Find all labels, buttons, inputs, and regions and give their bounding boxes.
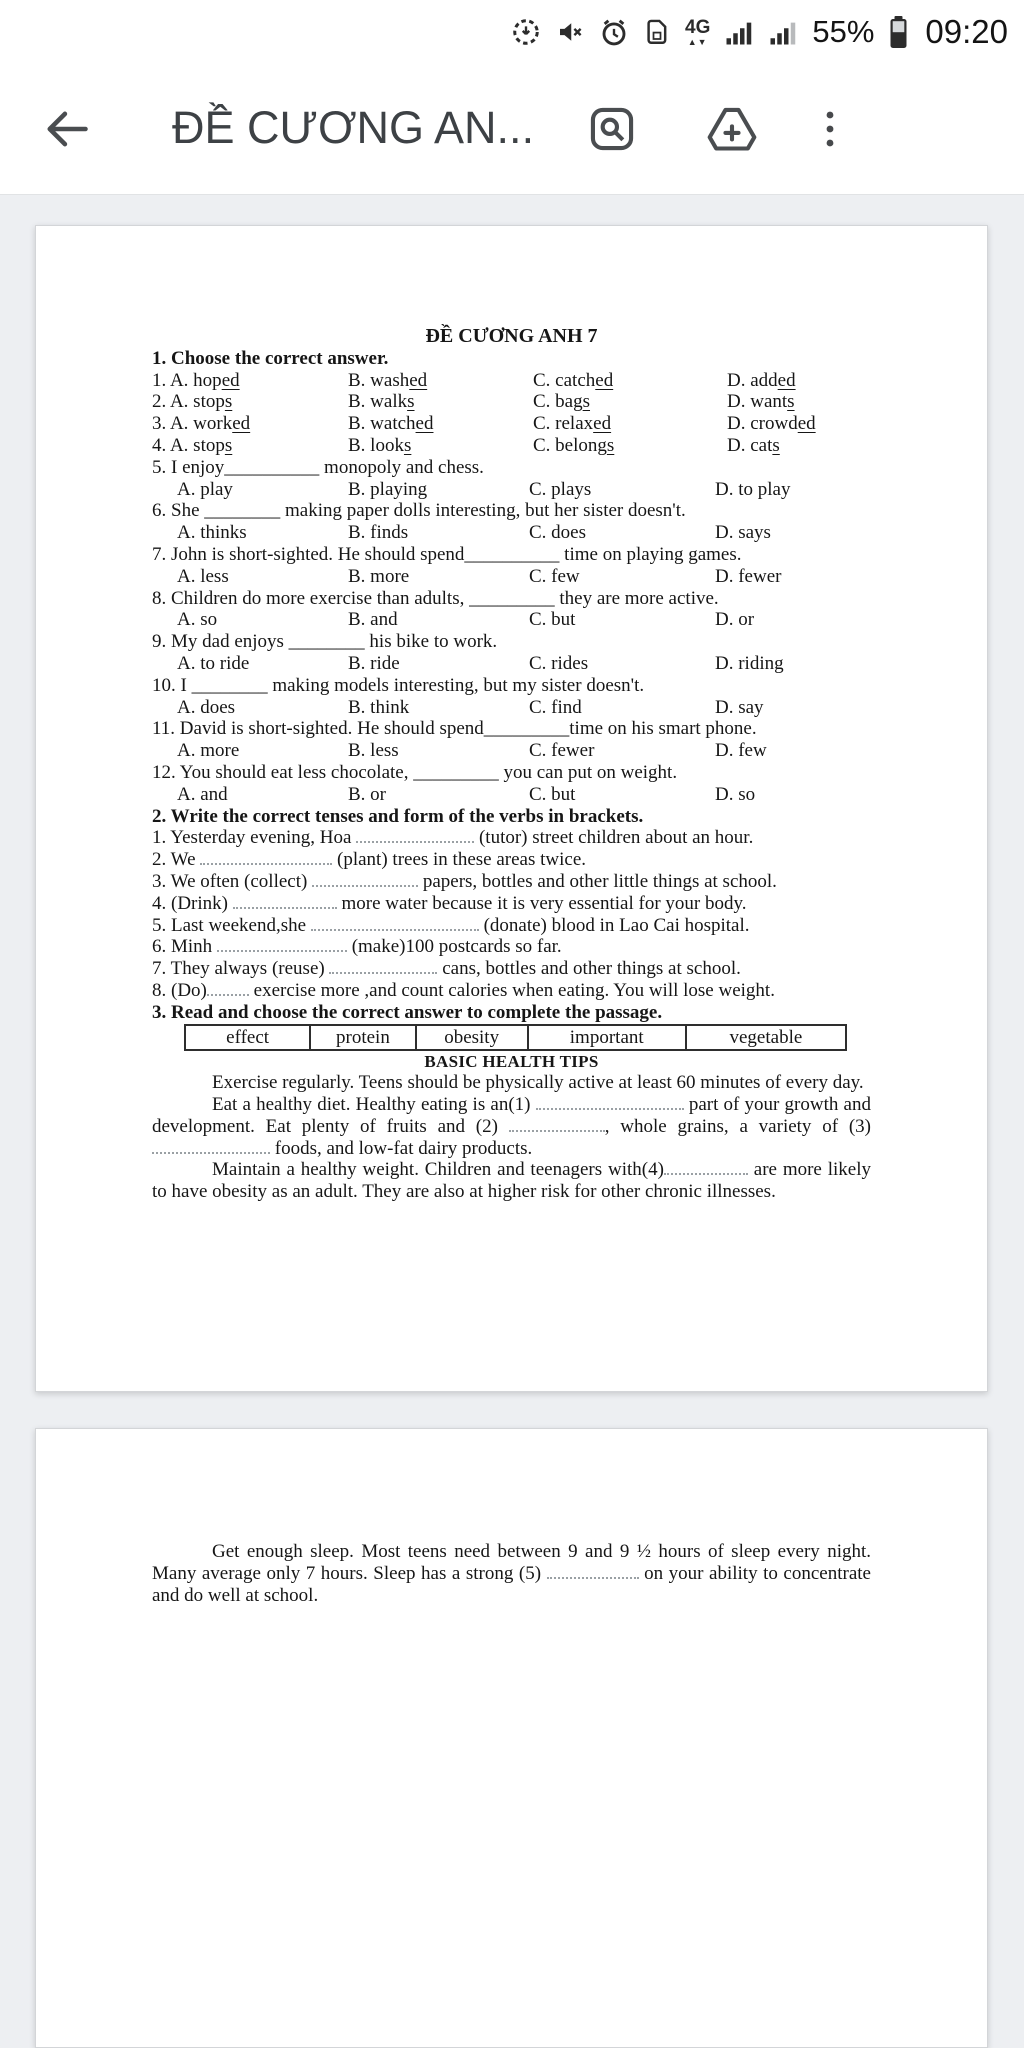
choice-option	[152, 435, 348, 457]
pdf-viewer-viewport[interactable]	[0, 196, 1024, 1820]
search-in-document-icon	[586, 143, 638, 158]
fill-in-item	[152, 915, 871, 937]
choice-option	[727, 370, 871, 392]
text-segment: are more likely to have obesity as an adult. They are also at higher risk for other chronic illnesses.	[152, 1159, 871, 1203]
app-header	[0, 64, 1024, 195]
text-segment: on your ability to concentrate and do well at school.	[152, 1562, 871, 1606]
answer-options-row	[152, 479, 871, 501]
section-heading: 2. Write the correct tenses and form of the verbs in brackets.	[152, 805, 644, 827]
answer-option: A. and	[177, 783, 228, 805]
choice-option	[727, 413, 871, 435]
fill-in-item	[152, 958, 871, 980]
answer-options-row	[152, 653, 871, 675]
answer-option: B. finds	[348, 522, 409, 544]
answer-option: B. more	[348, 565, 410, 587]
text-segment: part of your growth and development. Eat plenty of fruits and (2)	[152, 1094, 871, 1137]
underlined-ending: s	[772, 434, 780, 456]
answer-option: B. think	[348, 696, 410, 718]
underlined-ending: ed	[232, 413, 251, 435]
choice-option	[533, 391, 727, 413]
text-segment: 3. We often (collect)	[152, 870, 313, 892]
answer-option: A. play	[177, 478, 233, 500]
answer-option: A. does	[177, 696, 236, 718]
choice-text: D. cat	[727, 434, 773, 456]
answer-blank	[152, 1139, 270, 1154]
text-segment: 7. They always (reuse)	[152, 958, 330, 980]
text-segment: foods, and low-fat dairy products.	[270, 1137, 533, 1159]
battery-icon	[888, 15, 909, 49]
text-segment: (tutor) street children about an hour.	[474, 827, 754, 849]
word-bank-item: important	[529, 1026, 687, 1049]
choice-text: B. wash	[348, 369, 410, 391]
answer-options-row	[152, 522, 871, 544]
answer-option: D. to play	[715, 478, 791, 500]
answer-option: B. playing	[348, 478, 428, 500]
answer-option: B. or	[348, 783, 386, 805]
answer-blank	[509, 1117, 605, 1132]
choice-row	[152, 413, 871, 435]
underlined-ending: ed	[777, 369, 796, 391]
choice-text: B. watch	[348, 413, 416, 435]
text-segment: papers, bottles and other little things at school.	[418, 870, 777, 892]
fill-in-item	[152, 827, 871, 849]
choice-text: C. bag	[533, 391, 583, 413]
search-in-document-button[interactable]	[586, 103, 638, 158]
answer-blank	[547, 1564, 639, 1579]
answer-option: D. riding	[715, 652, 784, 674]
choice-text: B. look	[348, 434, 404, 456]
question-text: 7. John is short-sighted. He should spend__________ time on playing games.	[152, 543, 742, 565]
question-text: 6. She ________ making paper dolls interesting, but her sister doesn't.	[152, 500, 686, 522]
signal-strength-icon-sim1	[724, 17, 754, 47]
choice-text: D. want	[727, 391, 788, 413]
answer-option: D. says	[715, 522, 771, 544]
answer-option: D. so	[715, 783, 756, 805]
fill-in-item	[152, 871, 871, 893]
choice-option	[533, 413, 727, 435]
choice-option	[152, 370, 348, 392]
question-text: 10. I ________ making models interesting, but my sister doesn't.	[152, 674, 645, 696]
answer-blank	[329, 959, 437, 974]
data-saver-icon	[511, 17, 541, 47]
answer-option: C. find	[529, 696, 582, 718]
answer-option: D. or	[715, 609, 755, 631]
answer-options-row	[152, 609, 871, 631]
choice-text: 4. A. stop	[152, 434, 225, 456]
question-text: 5. I enjoy__________ monopoly and chess.	[152, 456, 484, 478]
text-segment: 1. Yesterday evening, Hoa	[152, 827, 357, 849]
answer-blank	[217, 937, 347, 952]
fill-in-item	[152, 893, 871, 915]
passage-paragraph	[152, 1072, 871, 1094]
answer-option: A. more	[177, 740, 240, 762]
back-arrow-icon	[40, 143, 92, 158]
question-text: 9. My dad enjoys ________ his bike to work.	[152, 631, 498, 653]
choice-option	[727, 435, 871, 457]
underlined-ending: ed	[221, 369, 240, 391]
choice-option	[727, 391, 871, 413]
answer-option: C. fewer	[529, 740, 595, 762]
text-segment: Eat a healthy diet. Healthy eating is an(1)	[212, 1094, 536, 1116]
answer-blank	[664, 1160, 748, 1175]
underlined-ending: s	[224, 391, 233, 413]
passage-paragraph	[152, 1094, 871, 1159]
network-activity-arrows-icon: ▲▼	[687, 36, 708, 47]
text-segment: cans, bottles and other things at school.	[437, 958, 741, 980]
answer-options-row	[152, 566, 871, 588]
choice-text: 3. A. work	[152, 413, 233, 435]
text-segment: 6. Minh	[152, 936, 217, 958]
choice-option	[348, 413, 533, 435]
choice-option	[348, 370, 533, 392]
answer-option: C. few	[529, 565, 580, 587]
choice-row	[152, 435, 871, 457]
document-title: ĐỀ CƯƠNG AN...	[172, 102, 535, 153]
answer-option: C. but	[529, 783, 576, 805]
doc-title: ĐỀ CƯƠNG ANH 7	[425, 325, 598, 347]
passage-title: BASIC HEALTH TIPS	[424, 1051, 599, 1071]
text-segment: 8. (Do)	[152, 979, 207, 1001]
answer-blank	[207, 981, 249, 996]
three-dot-menu-icon	[822, 143, 838, 158]
underlined-ending: ed	[593, 413, 612, 435]
choice-option	[348, 435, 533, 457]
answer-option: C. plays	[529, 478, 592, 500]
choice-text: 2. A. stop	[152, 391, 225, 413]
answer-option: B. less	[348, 740, 399, 762]
section-heading: 1. Choose the correct answer.	[152, 347, 389, 369]
fill-in-item	[152, 980, 871, 1002]
overflow-menu-button[interactable]	[822, 103, 838, 158]
answer-option: D. say	[715, 696, 764, 718]
text-segment: (make)100 postcards so far.	[346, 936, 562, 958]
fill-in-item	[152, 849, 871, 871]
passage-paragraph	[152, 1541, 871, 1606]
answer-option: C. rides	[529, 652, 589, 674]
text-segment: 2. We	[152, 849, 201, 871]
add-to-drive-icon	[704, 143, 760, 158]
word-bank	[184, 1024, 847, 1051]
answer-option: D. fewer	[715, 565, 782, 587]
word-bank-item: obesity	[417, 1026, 529, 1049]
choice-option	[533, 370, 727, 392]
choice-text: C. belong	[533, 434, 607, 456]
sim-card-icon	[643, 17, 671, 47]
underlined-ending: s	[582, 391, 591, 413]
text-segment: 5. Last weekend,she	[152, 914, 311, 936]
text-segment: 4. (Drink)	[152, 892, 233, 914]
choice-text: 1. A. hop	[152, 369, 222, 391]
answer-blank	[536, 1095, 684, 1110]
text-segment: Exercise regularly. Teens should be physically active at least 60 minutes of every day.	[212, 1072, 864, 1094]
text-segment: more water because it is very essential for your body.	[336, 892, 747, 914]
document-page-1	[35, 225, 988, 1392]
network-type-label: 4G	[685, 16, 711, 38]
answer-option: B. and	[348, 609, 398, 631]
underlined-ending: ed	[595, 369, 614, 391]
back-button[interactable]	[40, 103, 92, 158]
answer-blank	[312, 872, 418, 887]
section-heading: 3. Read and choose the correct answer to complete the passage.	[152, 1001, 663, 1023]
answer-options-row	[152, 740, 871, 762]
underlined-ending: s	[224, 434, 233, 456]
signal-strength-icon-sim2	[768, 17, 798, 47]
choice-text: D. add	[727, 369, 778, 391]
clock: 09:20	[925, 13, 1008, 50]
fill-in-item	[152, 936, 871, 958]
document-page-2	[35, 1428, 988, 2048]
answer-blank	[200, 850, 332, 865]
answer-option: A. less	[177, 565, 229, 587]
add-to-drive-button[interactable]	[704, 103, 760, 158]
underlined-ending: s	[407, 391, 415, 413]
text-segment: , whole grains, a variety of (3)	[604, 1115, 871, 1137]
text-segment: Get enough sleep. Most teens need between 9 and 9 ½ hours of sleep every night. Many average only 7 hours. Sleep has a strong (5)	[152, 1541, 871, 1584]
text-segment: (plant) trees in these areas twice.	[332, 849, 587, 871]
network-type-indicator	[685, 18, 710, 47]
word-bank-item: protein	[311, 1026, 416, 1049]
word-bank-item: effect	[186, 1026, 311, 1049]
choice-option	[533, 435, 727, 457]
answer-option: A. to ride	[177, 652, 250, 674]
battery-percent: 55%	[812, 14, 875, 49]
alarm-icon	[599, 17, 629, 47]
answer-option: C. but	[529, 609, 576, 631]
choice-text: B. walk	[348, 391, 408, 413]
choice-option	[152, 391, 348, 413]
mute-icon	[555, 17, 585, 47]
status-bar	[0, 0, 1024, 64]
choice-option	[152, 413, 348, 435]
choice-text: C. relax	[533, 413, 594, 435]
answer-option: B. ride	[348, 652, 400, 674]
text-segment: (donate) blood in Lao Cai hospital.	[478, 914, 750, 936]
underlined-ending: ed	[415, 413, 434, 435]
answer-options-row	[152, 697, 871, 719]
text-segment: exercise more ,and count calories when eating. You will lose weight.	[248, 979, 775, 1001]
choice-text: C. catch	[533, 369, 596, 391]
text-segment: Maintain a healthy weight. Children and teenagers with(4)	[212, 1159, 664, 1181]
question-text: 11. David is short-sighted. He should spend_________time on his smart phone.	[152, 718, 757, 740]
question-text: 8. Children do more exercise than adults, _________ they are more active.	[152, 587, 719, 609]
underlined-ending: s	[606, 434, 615, 456]
word-bank-item: vegetable	[729, 1026, 803, 1048]
choice-option	[348, 391, 533, 413]
answer-options-row	[152, 784, 871, 806]
answer-blank	[356, 828, 474, 843]
answer-option: D. few	[715, 740, 767, 762]
answer-option: A. so	[177, 609, 218, 631]
choice-text: D. crowd	[727, 413, 798, 435]
underlined-ending: s	[403, 434, 412, 456]
answer-option: C. does	[529, 522, 586, 544]
choice-row	[152, 391, 871, 413]
question-text: 12. You should eat less chocolate, _________ you can put on weight.	[152, 761, 678, 783]
answer-blank	[311, 916, 479, 931]
passage-paragraph	[152, 1159, 871, 1203]
underlined-ending: ed	[409, 369, 428, 391]
underlined-ending: ed	[797, 413, 816, 435]
underlined-ending: s	[787, 391, 795, 413]
answer-option: A. thinks	[177, 522, 247, 544]
answer-blank	[233, 894, 337, 909]
choice-row	[152, 370, 871, 392]
